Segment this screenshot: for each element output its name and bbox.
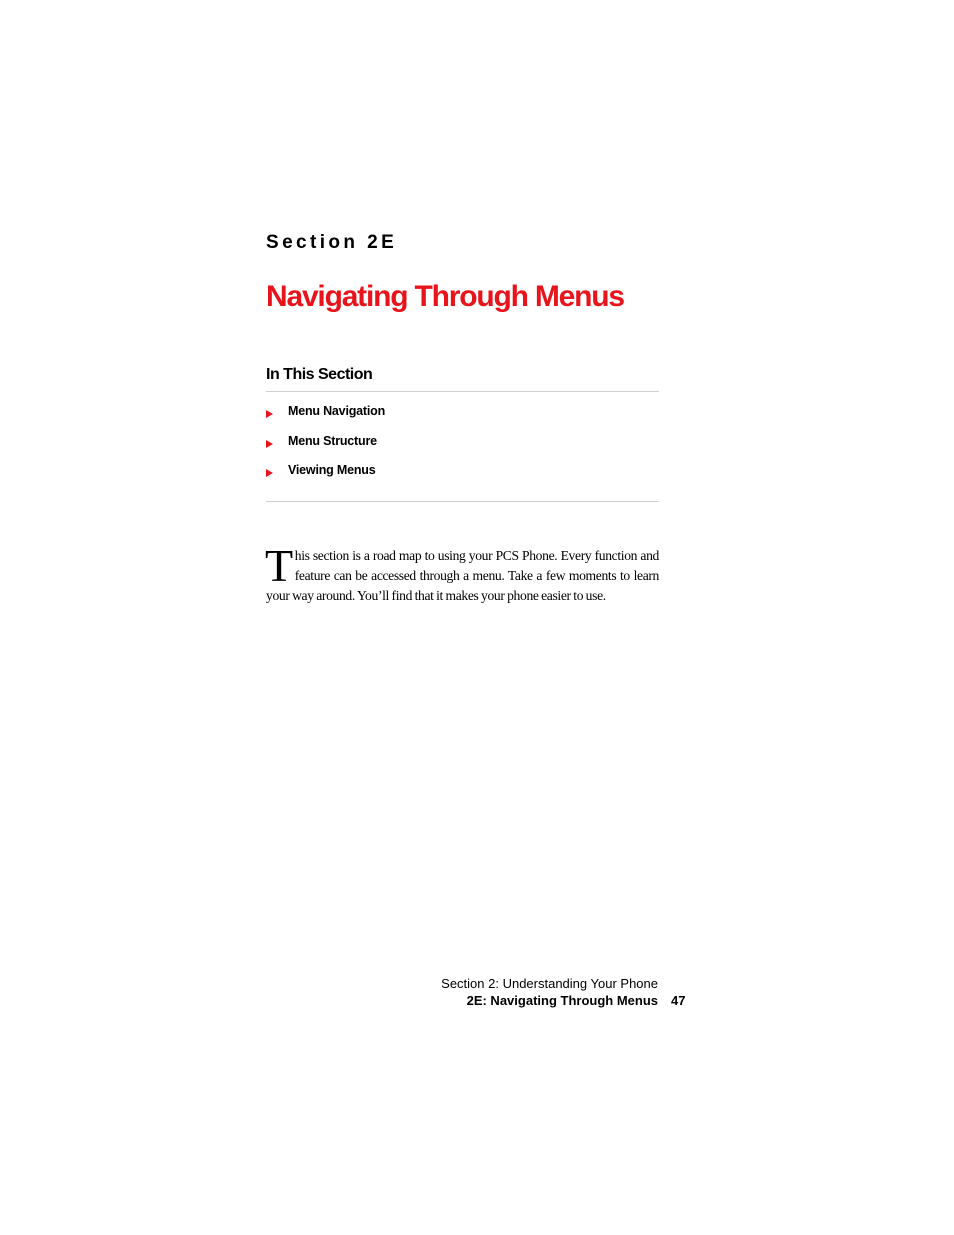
intro-text: his section is a road map to using your PCS Phone. Every function and feature can be accessed through a menu. Take a few moments to learn your way around. You’ll find that it makes your phone easier to use. <box>266 548 659 603</box>
section-label: Section 2E <box>266 232 398 253</box>
divider-bottom <box>266 501 659 502</box>
page-number: 47 <box>671 993 686 1008</box>
drop-cap: T <box>265 540 293 591</box>
triangle-right-icon <box>266 410 273 418</box>
list-item <box>266 434 659 464</box>
in-this-section-heading: In This Section <box>266 366 373 383</box>
list-item <box>266 463 659 493</box>
page-footer <box>441 976 658 1009</box>
footer-chapter: Section 2: Understanding Your Phone <box>441 976 658 991</box>
divider-top <box>266 391 659 392</box>
triangle-right-icon <box>266 469 273 477</box>
page-title: Navigating Through Menus <box>266 280 624 313</box>
list-item <box>266 404 659 434</box>
section-contents-list <box>266 404 659 493</box>
toc-item-label: Menu Structure <box>288 433 377 448</box>
intro-paragraph <box>265 540 659 606</box>
toc-item-label: Viewing Menus <box>288 463 376 477</box>
triangle-right-icon <box>266 440 273 448</box>
footer-section: 2E: Navigating Through Menus <box>466 993 658 1008</box>
toc-item-label: Menu Navigation <box>288 404 386 418</box>
